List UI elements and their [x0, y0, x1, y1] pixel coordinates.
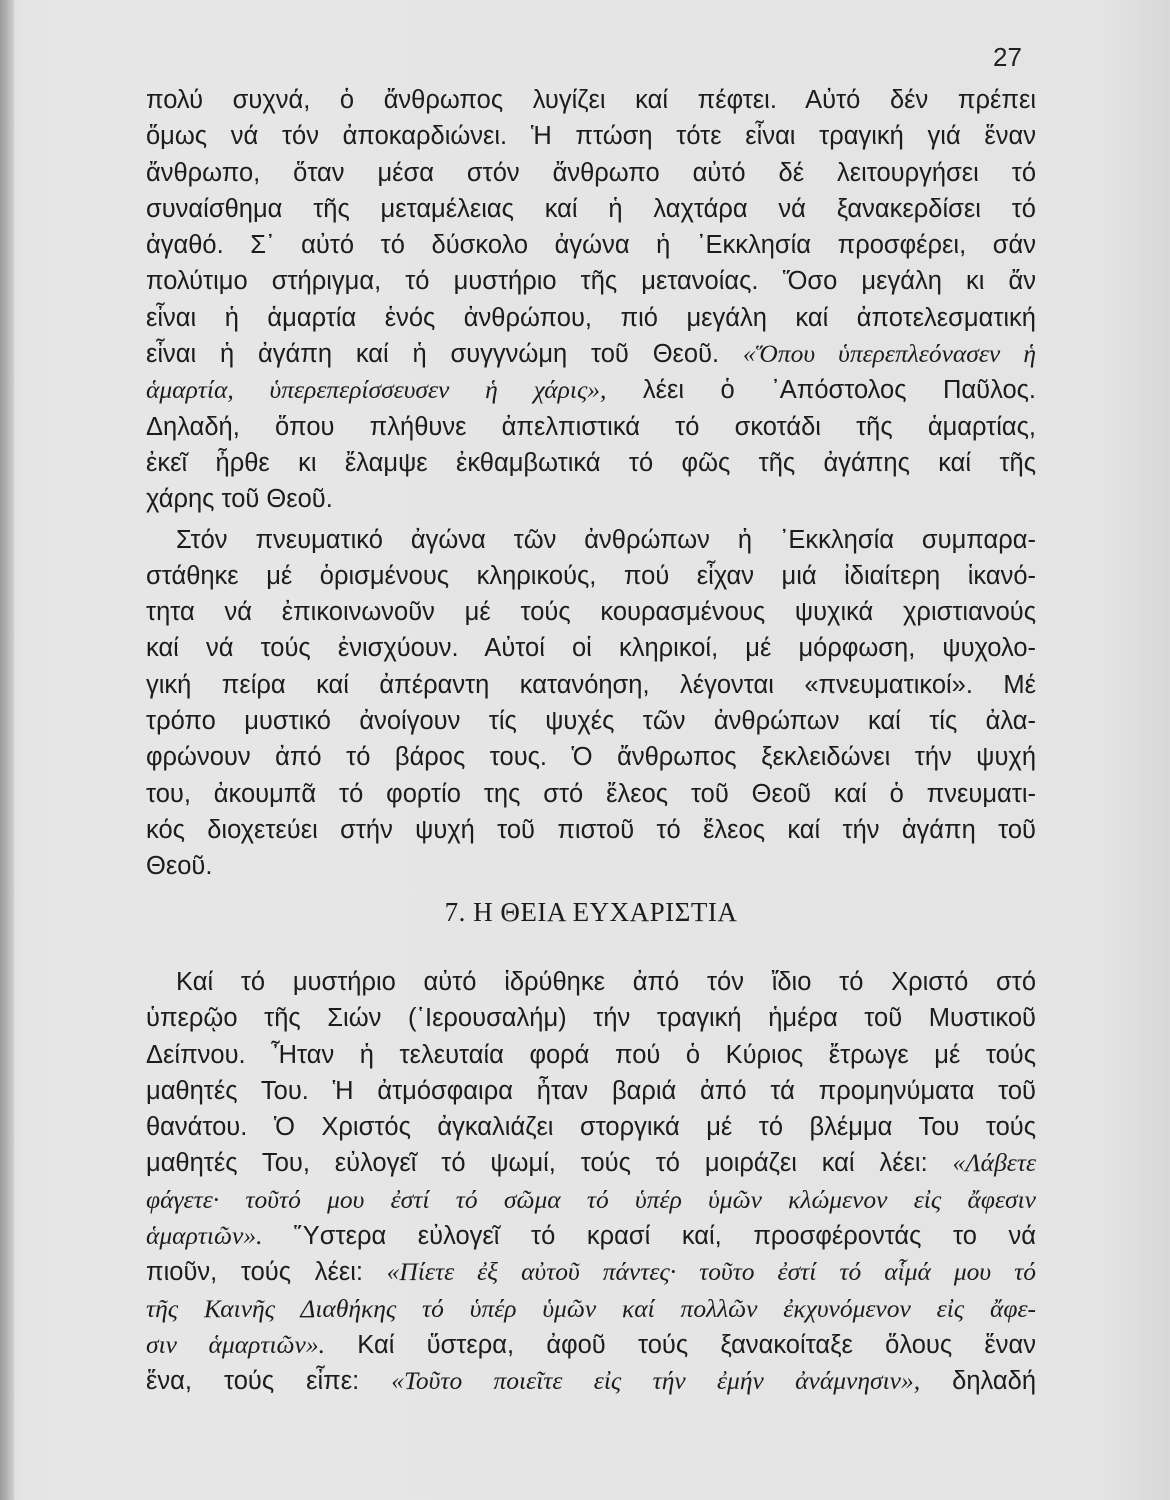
scripture-quote-line: τῆς Καινῆς Διαθήκης τό ὑπέρ ὑμῶν καί πολλῶν ἐκχυνόμενον εἰς ἄφε- — [146, 1293, 1036, 1323]
scripture-quote: «Λάβετε — [952, 1148, 1036, 1178]
scripture-quote: ἁμαρτία, ὑπερεπερίσσευσεν ἡ χάρις», — [146, 375, 607, 405]
text-line: γική πείρα καί ἀπέραντη κατανόηση, λέγονται «πνευματικοί». Μέ — [146, 670, 1036, 699]
text-line: ἄνθρωπο, ὅταν μέσα στόν ἄνθρωπο αὐτό δέ λειτουργήσει τό — [146, 158, 1036, 187]
text-fragment: ἕνα, τούς εἶπε: — [146, 1367, 392, 1396]
page-binding-shadow — [0, 0, 14, 1500]
text-line: τρόπο μυστικό ἀνοίγουν τίς ψυχές τῶν ἀνθρώπων καί τίς ἀλα- — [146, 707, 1036, 736]
text-line: ἐκεῖ ἦρθε κι ἔλαμψε ἐκθαμβωτικά τό φῶς τῆς ἀγάπης καί τῆς — [146, 448, 1036, 477]
paragraph-2 — [146, 522, 1036, 885]
text-line: θανάτου. Ὁ Χριστός ἀγκαλιάζει στοργικά μέ τό βλέμμα Του τούς — [146, 1113, 1036, 1142]
text-fragment: εἶναι ἡ ἀγάπη καί ἡ συγγνώμη τοῦ Θεοῦ. — [146, 340, 743, 369]
text-line — [146, 336, 1036, 372]
text-line — [146, 372, 1036, 408]
body-text-top — [146, 82, 1036, 885]
text-fragment: Καί ὕστερα, ἀφοῦ τούς ξανακοίταξε ὅλους ἕναν — [325, 1330, 1036, 1359]
text-line: φρώνουν ἀπό τό βάρος τους. Ὁ ἄνθρωπος ξεκλειδώνει τήν ψυχή — [146, 743, 1036, 772]
text-line: στάθηκε μέ ὁρισμένους κληρικούς, πού εἶχαν μιά ἰδιαίτερη ἱκανό- — [146, 561, 1036, 590]
text-line: χάρης τοῦ Θεοῦ. — [146, 485, 333, 514]
text-line: εἶναι ἡ ἁμαρτία ἑνός ἀνθρώπου, πιό μεγάλη καί ἀποτελεσματική — [146, 303, 1036, 332]
section-heading: 7. Η ΘΕΙΑ ΕΥΧΑΡΙΣΤΙΑ — [444, 897, 738, 927]
text-fragment: λέει ὁ ᾿Απόστολος Παῦλος. — [606, 376, 1036, 405]
text-line: ὑπερῷο τῆς Σιών (῾Ιερουσαλήμ) τήν τραγική ἡμέρα τοῦ Μυστικοῦ — [146, 1004, 1036, 1033]
scripture-quote-line: φάγετε· τοῦτό μου ἐστί τό σῶμα τό ὑπέρ ὑμῶν κλώμενον εἰς ἄφεσιν — [146, 1184, 1036, 1214]
scripture-quote: ἁμαρτιῶν». — [146, 1221, 263, 1251]
text-line — [146, 1363, 1036, 1399]
text-line: πολύ συχνά, ὁ ἄνθρωπος λυγίζει καί πέφτει. Αὐτό δέν πρέπει — [146, 86, 1036, 114]
text-line: κός διοχετεύει στήν ψυχή τοῦ πιστοῦ τό ἔλεος καί τήν ἀγάπη τοῦ — [146, 815, 1036, 844]
scripture-quote: «Τοῦτο ποιεῖτε εἰς τήν ἐμήν ἀνάμνησιν», — [391, 1366, 921, 1396]
scripture-quote: σιν ἁμαρτιῶν». — [146, 1329, 325, 1359]
text-fragment: Ὕστερα εὐλογεῖ τό κρασί καί, προσφέροντάς το νά — [262, 1222, 1036, 1251]
text-line: ἀγαθό. Σ᾿ αὐτό τό δύσκολο ἀγώνα ἡ ᾿Εκκλησία προσφέρει, σάν — [146, 231, 1036, 260]
text-line: τητα νά ἐπικοινωνοῦν μέ τούς κουρασμένους ψυχικά χριστιανούς — [146, 598, 1036, 627]
text-line: Δηλαδή, ὅπου πλήθυνε ἀπελπιστικά τό σκοτάδι τῆς ἁμαρτίας, — [146, 412, 1036, 441]
text-line: Καί τό μυστήριο αὐτό ἱδρύθηκε ἀπό τόν ἴδιο τό Χριστό στό — [176, 968, 1036, 996]
paragraph-3 — [146, 964, 1036, 1400]
text-line: καί νά τούς ἐνισχύουν. Αὐτοί οἱ κληρικοί, μέ μόρφωση, ψυχολο- — [146, 634, 1036, 663]
text-line — [146, 1218, 1036, 1254]
text-fragment: μαθητές Του, εὐλογεῖ τό ψωμί, τούς τό μοιράζει καί λέει: — [146, 1149, 953, 1178]
text-line — [146, 1254, 1036, 1290]
text-line: Θεοῦ. — [146, 852, 213, 881]
paragraph-1 — [146, 82, 1036, 518]
scripture-quote: «Ὅπου ὑπερεπλεόνασεν ἡ — [742, 339, 1036, 369]
text-line: πολύτιμο στήριγμα, τό μυστήριο τῆς μετανοίας. Ὅσο μεγάλη κι ἄν — [146, 267, 1036, 296]
page-number: 27 — [993, 42, 1022, 72]
text-line: ὅμως νά τόν ἀποκαρδιώνει. Ἡ πτώση τότε εἶναι τραγική γιά ἕναν — [146, 122, 1036, 151]
text-line — [146, 1145, 1036, 1181]
text-fragment: πιοῦν, τούς λέει: — [146, 1258, 387, 1287]
text-line: του, ἀκουμπᾶ τό φορτίο της στό ἔλεος τοῦ Θεοῦ καί ὁ πνευματι- — [146, 779, 1036, 808]
scripture-quote: «Πίετε ἐξ αὐτοῦ πάντες· τοῦτο ἐστί τό αἷμά μου τό — [386, 1257, 1036, 1287]
text-line: Δείπνου. Ἦταν ἡ τελευταία φορά πού ὁ Κύριος ἔτρωγε μέ τούς — [146, 1040, 1036, 1069]
text-fragment: δηλαδή — [920, 1367, 1036, 1396]
text-line: συναίσθημα τῆς μεταμέλειας καί ἡ λαχτάρα νά ξανακερδίσει τό — [146, 194, 1036, 223]
body-text-bottom — [146, 964, 1036, 1400]
text-line: Στόν πνευματικό ἀγώνα τῶν ἀνθρώπων ἡ ᾿Εκκλησία συμπαρα- — [176, 525, 1036, 554]
text-line — [146, 1327, 1036, 1363]
text-line: μαθητές Του. Ἡ ἀτμόσφαιρα ἦταν βαριά ἀπό τά προμηνύματα τοῦ — [146, 1076, 1036, 1105]
